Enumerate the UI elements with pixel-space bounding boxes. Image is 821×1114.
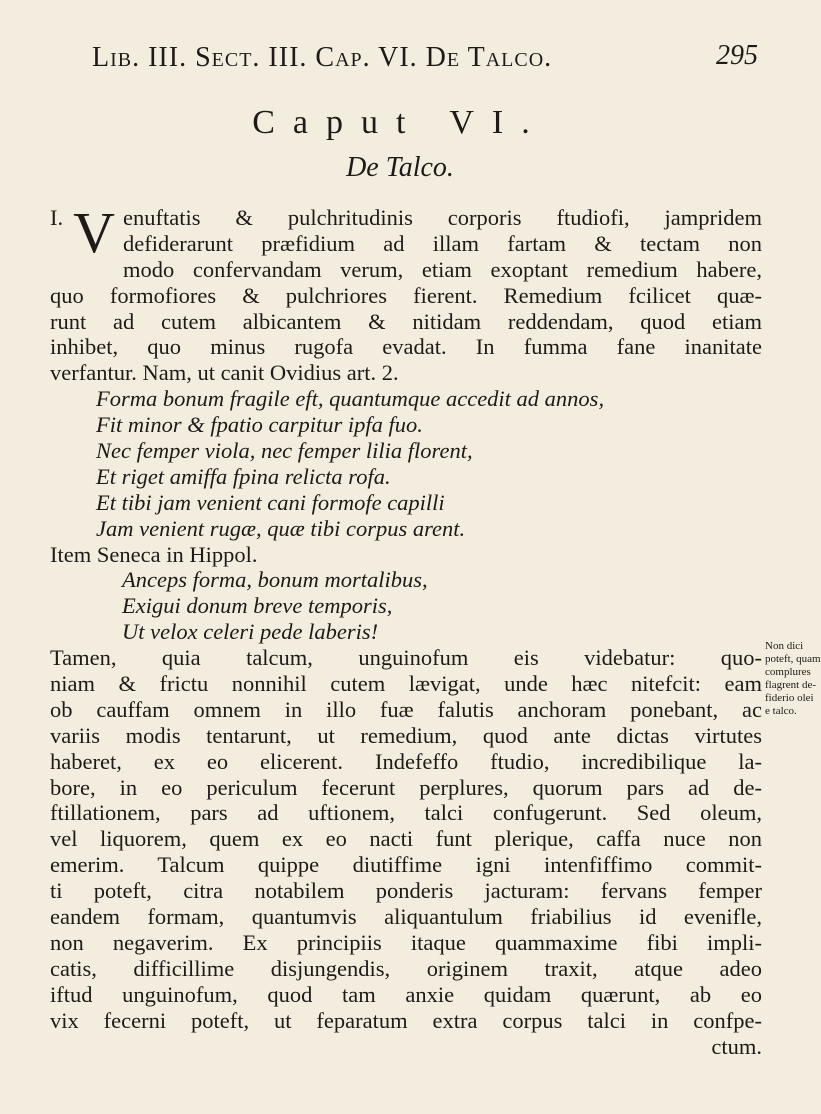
text-line: haberet, ex eo elicerent. Indefeffo ftudio, incredibilique la- [50,748,762,774]
margin-note-line: flagrent de- [765,679,816,691]
text-line: bore, in eo periculum fecerunt perplures, quorum pars ad de- [50,774,762,800]
text-line: ti poteft, citra notabilem ponderis jacturam: fervans femper [50,878,762,904]
text-line: vix fecerni poteft, ut feparatum extra corpus talci in confpe- [50,1007,762,1033]
text-line: quo formofiores & pulchriores fierent. Remedium fcilicet quæ- [50,282,762,308]
text-line: emerim. Talcum quippe diutiffime igni intenfiffimo commit- [50,852,762,878]
verse-line: Exigui donum breve temporis, [122,593,393,619]
margin-note-line: e talco. [765,705,797,717]
text-line: iftud unguinofum, quod tam anxie quidam quærunt, ab eo [50,981,762,1007]
paragraph-number: I. [50,205,64,230]
margin-note-line: fiderio olei [765,692,814,704]
verse-line: Ut velox celeri pede laberis! [122,619,379,645]
text-line: catis, difficillime disjungendis, originem traxit, atque adeo [50,955,762,981]
first-paragraph [50,200,762,265]
text-line: defiderarunt præfidium ad illam fartam & tectam non [123,230,762,256]
text-line: Tamen, quia talcum, unguinofum eis videbatur: quo- [50,645,762,671]
chapter-heading: Caput VI. [252,104,548,141]
text-line: Item Seneca in Hippol. [50,541,258,567]
verse-line: Fit minor & fpatio carpitur ipfa fuo. [96,412,423,438]
text-line: inhibet, quo minus rugofa evadat. In fumma fane inanitate [50,334,762,360]
text-line: ftillationem, pars ad uftionem, talci confugerunt. Sed oleum, [50,800,762,826]
text-line: enuftatis & pulchritudinis corporis ftudiofi, jampridem [123,205,762,230]
margin-note [765,640,821,718]
text-line: modo confervandam verum, etiam exoptant remedium habere, [123,256,762,282]
text-line: runt ad cutem albicantem & nitidam reddendam, quod etiam [50,308,762,334]
text-line: eandem formam, quantumvis aliquantulum friabilius id evenifle, [50,904,762,930]
margin-note-line: complures [765,666,811,678]
drop-cap: V [73,200,116,265]
page-number: 295 [716,40,758,71]
text-line: ctum. [711,1033,762,1059]
verse-line: Forma bonum fragile eft, quantumque accedit ad annos, [96,386,605,412]
text-line: vel liquorem, quem ex eo nacti funt plerique, caffa nuce non [50,826,762,852]
margin-note-line: Non dici [765,640,804,652]
verse-line: Et riget amiffa fpina relicta rofa. [96,463,391,489]
chapter-title: De Talco. [346,152,454,183]
verse-line: Jam venient rugæ, quæ tibi corpus arent. [96,515,466,541]
text-line: ob cauffam omnem in illo fuæ falutis anchoram ponebant, ac [50,696,762,722]
verse-line: Anceps forma, bonum mortalibus, [122,567,428,593]
text-line: variis modis tentarunt, ut remedium, quod ante dictas virtutes [50,722,762,748]
body-text [50,200,762,1059]
text-line: non negaverim. Ex principiis itaque quammaxime fibi impli- [50,929,762,955]
verse-line: Nec femper viola, nec femper lilia florent, [96,438,473,464]
text-line: niam & frictu nonnihil cutem lævigat, unde hæc nitefcit: eam [50,671,762,697]
verse-line: Et tibi jam venient cani formofe capilli [96,489,445,515]
margin-note-line: poteft, quam [765,653,821,665]
text-line: verfantur. Nam, ut canit Ovidius art. 2. [50,360,399,386]
running-head: Lib. III. Sect. III. Cap. VI. De Talco. [92,42,553,73]
